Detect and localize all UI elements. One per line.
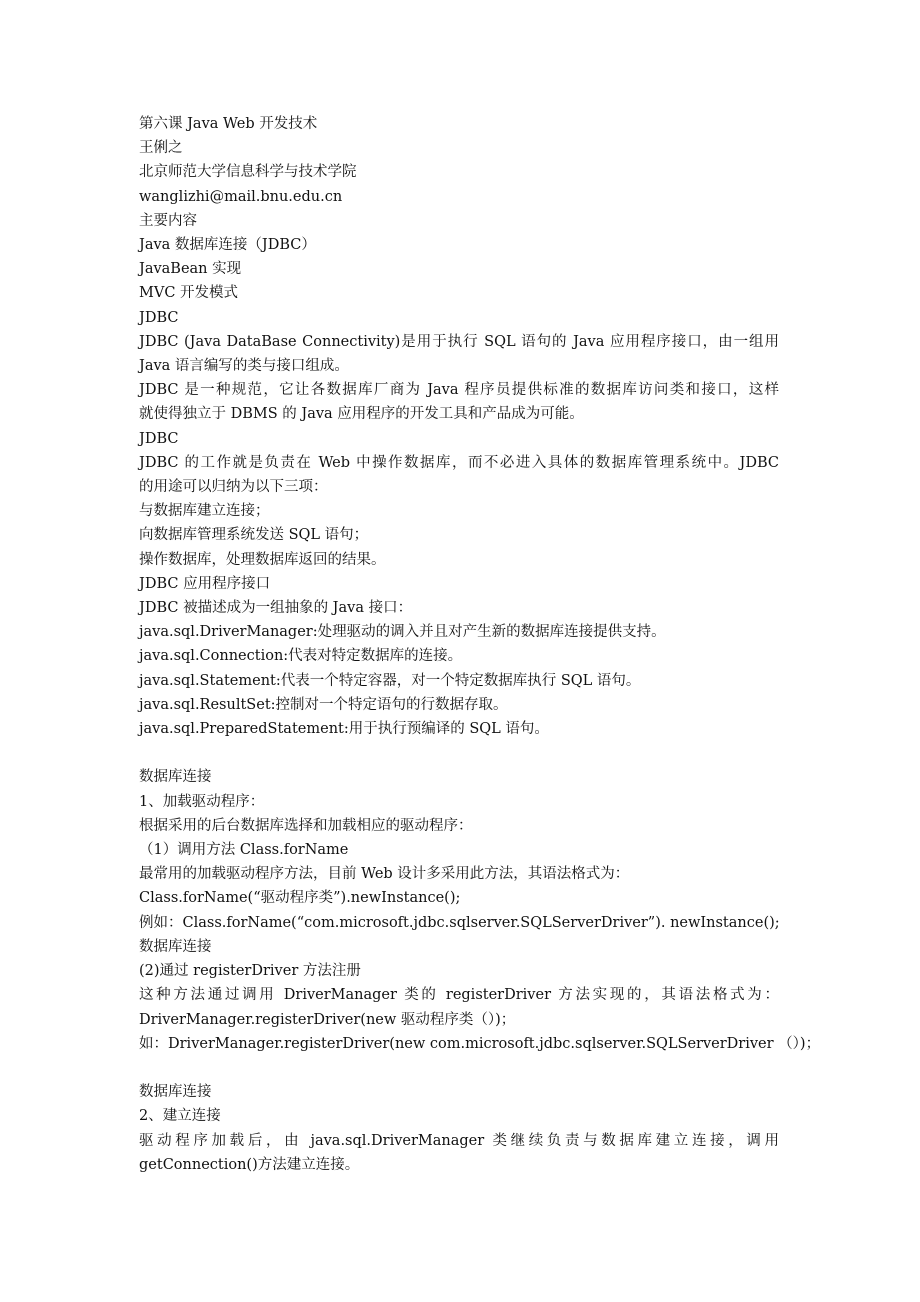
section-heading: JDBC — [139, 309, 179, 326]
section-heading: 数据库连接 — [139, 938, 212, 955]
section-heading: 主要内容 — [139, 212, 197, 229]
step-heading: 2、建立连接 — [139, 1108, 221, 1125]
section-heading: JDBC — [139, 430, 179, 447]
list-item: 操作数据库，处理数据库返回的结果。 — [139, 551, 386, 568]
paragraph-line: JDBC 被描述成为一组抽象的 Java 接口： — [139, 600, 413, 617]
paragraph-line: getConnection()方法建立连接。 — [139, 1156, 360, 1173]
lesson-title: 第六课 Java Web 开发技术 — [139, 116, 318, 132]
paragraph-line: JDBC (Java DataBase Connectivity)是用于执行 SQL 语句的 Java 应用程序接口，由一组用 — [139, 333, 779, 350]
api-item: java.sql.DriverManager:处理驱动的调入并且对产生新的数据库连接提供支持。 — [139, 624, 666, 641]
paragraph-line: 这种方法通过调用 DriverManager 类的 registerDriver 方法实现的，其语法格式为： — [139, 987, 779, 1004]
outline-item: Java 数据库连接（JDBC） — [139, 237, 316, 254]
document-body — [139, 112, 821, 1177]
step-heading: 1、加载驱动程序： — [139, 793, 265, 810]
paragraph-line: JDBC 是一种规范，它让各数据库厂商为 Java 程序员提供标准的数据库访问类和接口，这样 — [139, 382, 779, 399]
method-heading: （1）调用方法 Class.forName — [139, 842, 349, 859]
blank-line — [139, 1056, 779, 1080]
section-heading: 数据库连接 — [139, 1084, 212, 1101]
code-line: DriverManager.registerDriver(new 驱动程序类（）)； — [139, 1011, 516, 1028]
paragraph-line: 驱动程序加载后，由 java.sql.DriverManager 类继续负责与数据库建立连接，调用 — [139, 1132, 779, 1149]
api-item: java.sql.ResultSet:控制对一个特定语句的行数据存取。 — [139, 696, 508, 713]
blank-line — [139, 741, 779, 765]
paragraph-line: 的用途可以归纳为以下三项： — [139, 479, 328, 496]
paragraph-line: 就使得独立于 DBMS 的 Java 应用程序的开发工具和产品成为可能。 — [139, 406, 584, 423]
list-item: 向数据库管理系统发送 SQL 语句； — [139, 527, 369, 544]
author-name: 王俐之 — [139, 140, 183, 157]
paragraph-line: Java 语言编写的类与接口组成。 — [139, 358, 349, 375]
code-line: 如：DriverManager.registerDriver(new com.microsoft.jdbc.sqlserver.SQLServerDriver （）)； — [139, 1035, 821, 1052]
author-email: wanglizhi@mail.bnu.edu.cn — [139, 188, 343, 205]
author-affiliation: 北京师范大学信息科学与技术学院 — [139, 164, 357, 181]
section-heading: JDBC 应用程序接口 — [139, 575, 271, 592]
api-item: java.sql.Statement:代表一个特定容器，对一个特定数据库执行 SQL 语句。 — [139, 672, 641, 689]
paragraph-line: 最常用的加载驱动程序方法，目前 Web 设计多采用此方法，其语法格式为： — [139, 866, 630, 883]
code-line: Class.forName(“驱动程序类”).newInstance(); — [139, 890, 461, 907]
api-item: java.sql.Connection:代表对特定数据库的连接。 — [139, 648, 463, 665]
paragraph-line: 根据采用的后台数据库选择和加载相应的驱动程序： — [139, 817, 473, 834]
paragraph-line: JDBC 的工作就是负责在 Web 中操作数据库，而不必进入具体的数据库管理系统中。JDBC — [139, 454, 779, 471]
api-item: java.sql.PreparedStatement:用于执行预编译的 SQL 语句。 — [139, 721, 549, 738]
code-line: 例如：Class.forName(“com.microsoft.jdbc.sqlserver.SQLServerDriver”). newInstance(); — [139, 914, 780, 931]
list-item: 与数据库建立连接； — [139, 503, 270, 520]
outline-item: MVC 开发模式 — [139, 285, 239, 302]
section-heading: 数据库连接 — [139, 769, 212, 786]
outline-item: JavaBean 实现 — [139, 261, 242, 278]
method-heading: (2)通过 registerDriver 方法注册 — [139, 963, 361, 980]
